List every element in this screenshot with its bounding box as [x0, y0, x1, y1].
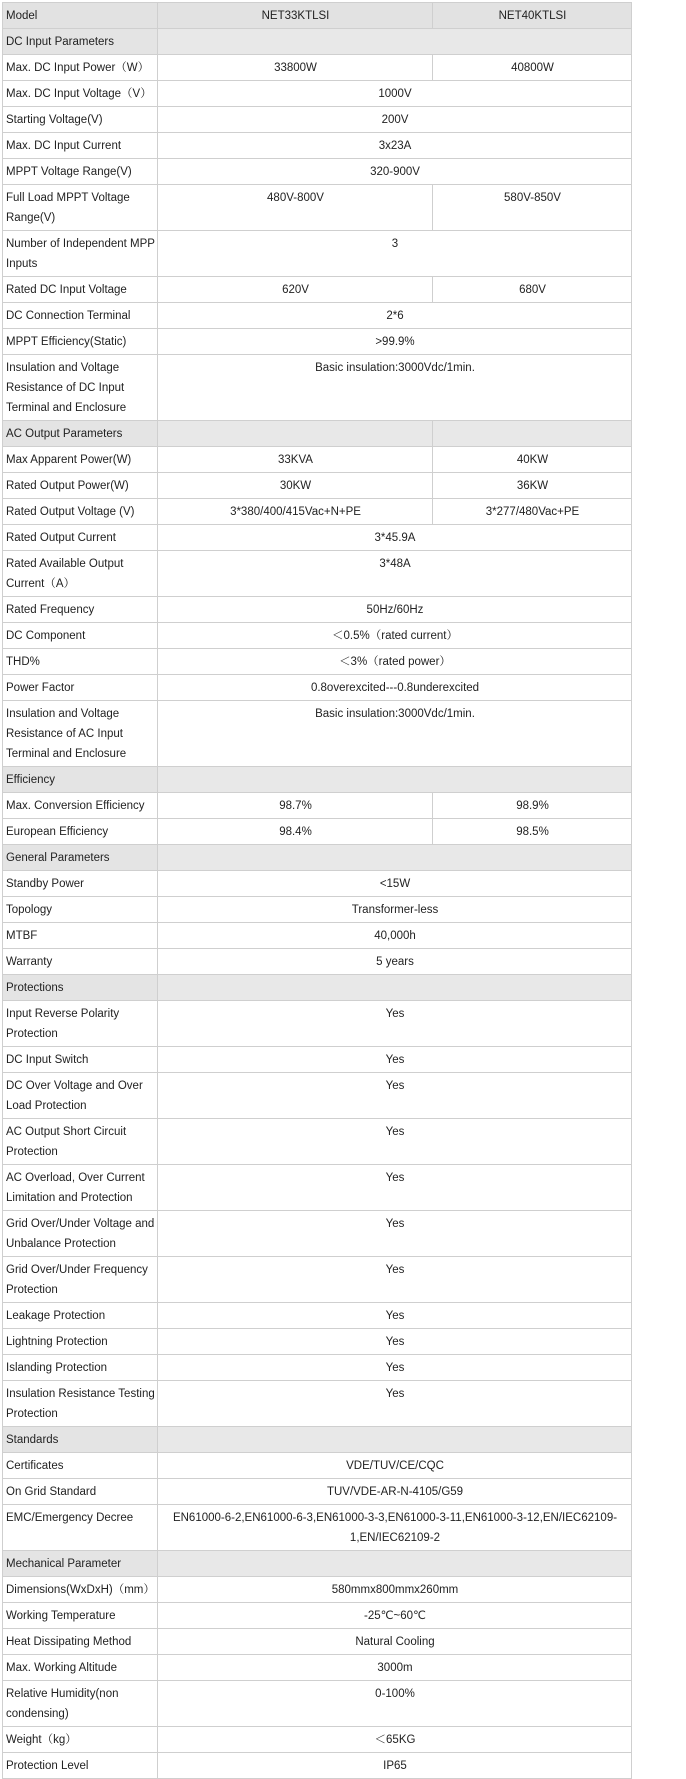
- spec-row: [3, 1655, 632, 1681]
- section-header-row: [3, 975, 632, 1001]
- spec-label: Dimensions(WxDxH)（mm）: [3, 1577, 158, 1603]
- spec-label: Rated Frequency: [3, 597, 158, 623]
- spec-row: [3, 551, 632, 597]
- spec-label: MTBF: [3, 923, 158, 949]
- spec-value: IP65: [158, 1753, 632, 1779]
- section-blank-cell: [158, 845, 632, 871]
- spec-row: [3, 329, 632, 355]
- spec-row: [3, 355, 632, 421]
- spec-label: Working Temperature: [3, 1603, 158, 1629]
- header-model-label: Model: [3, 3, 158, 29]
- spec-label: Protection Level: [3, 1753, 158, 1779]
- spec-value: 1000V: [158, 81, 632, 107]
- section-blank-cell: [158, 1551, 632, 1577]
- spec-row: [3, 819, 632, 845]
- spec-value: Yes: [158, 1355, 632, 1381]
- spec-value: 40800W: [433, 55, 632, 81]
- spec-value: Yes: [158, 1329, 632, 1355]
- spec-row: [3, 1073, 632, 1119]
- spec-row: [3, 949, 632, 975]
- spec-row: [3, 793, 632, 819]
- spec-row: [3, 1119, 632, 1165]
- section-blank-cell: [158, 767, 632, 793]
- spec-value: 0.8overexcited---0.8underexcited: [158, 675, 632, 701]
- spec-label: Power Factor: [3, 675, 158, 701]
- spec-label: Rated Output Current: [3, 525, 158, 551]
- spec-value: 480V-800V: [158, 185, 433, 231]
- spec-row: [3, 1047, 632, 1073]
- spec-table-body: [3, 3, 632, 1779]
- spec-value: Yes: [158, 1165, 632, 1211]
- spec-label: Rated Output Voltage (V): [3, 499, 158, 525]
- spec-value: <15W: [158, 871, 632, 897]
- spec-row: [3, 1001, 632, 1047]
- spec-value: EN61000-6-2,EN61000-6-3,EN61000-3-3,EN61000-3-11,EN61000-3-12,EN/IEC62109-1,EN/IEC62109-2: [158, 1505, 632, 1551]
- spec-value: 36KW: [433, 473, 632, 499]
- spec-row: [3, 1355, 632, 1381]
- spec-row: [3, 1479, 632, 1505]
- spec-label: Lightning Protection: [3, 1329, 158, 1355]
- spec-label: Leakage Protection: [3, 1303, 158, 1329]
- spec-label: Weight（kg）: [3, 1727, 158, 1753]
- spec-row: [3, 675, 632, 701]
- spec-value: ＜65KG: [158, 1727, 632, 1753]
- header-row: [3, 3, 632, 29]
- spec-label: Input Reverse Polarity Protection: [3, 1001, 158, 1047]
- section-header-row: [3, 845, 632, 871]
- section-header-row: [3, 1427, 632, 1453]
- spec-row: [3, 231, 632, 277]
- spec-value: 98.5%: [433, 819, 632, 845]
- spec-label: On Grid Standard: [3, 1479, 158, 1505]
- spec-row: [3, 107, 632, 133]
- spec-label: Islanding Protection: [3, 1355, 158, 1381]
- spec-label: Warranty: [3, 949, 158, 975]
- spec-row: [3, 1603, 632, 1629]
- spec-row: [3, 623, 632, 649]
- spec-value: 3*45.9A: [158, 525, 632, 551]
- spec-value: 3000m: [158, 1655, 632, 1681]
- spec-row: [3, 1505, 632, 1551]
- spec-value: Basic insulation:3000Vdc/1min.: [158, 701, 632, 767]
- spec-row: [3, 871, 632, 897]
- spec-label: Max. DC Input Power（W）: [3, 55, 158, 81]
- spec-value: 5 years: [158, 949, 632, 975]
- spec-label: Max Apparent Power(W): [3, 447, 158, 473]
- spec-label: Standby Power: [3, 871, 158, 897]
- section-title: General Parameters: [3, 845, 158, 871]
- spec-value: >99.9%: [158, 329, 632, 355]
- spec-row: [3, 277, 632, 303]
- section-title: AC Output Parameters: [3, 421, 158, 447]
- spec-row: [3, 1753, 632, 1779]
- spec-row: [3, 1727, 632, 1753]
- spec-label: Rated Available Output Current（A）: [3, 551, 158, 597]
- spec-value: 680V: [433, 277, 632, 303]
- spec-label: European Efficiency: [3, 819, 158, 845]
- spec-value: Yes: [158, 1001, 632, 1047]
- spec-row: [3, 159, 632, 185]
- spec-label: Full Load MPPT Voltage Range(V): [3, 185, 158, 231]
- spec-value: 620V: [158, 277, 433, 303]
- spec-value: Yes: [158, 1257, 632, 1303]
- spec-label: Number of Independent MPP Inputs: [3, 231, 158, 277]
- section-header-row: [3, 767, 632, 793]
- spec-value: 98.7%: [158, 793, 433, 819]
- spec-value: -25℃~60℃: [158, 1603, 632, 1629]
- header-model-b: NET40KTLSI: [433, 3, 632, 29]
- spec-row: [3, 1211, 632, 1257]
- spec-row: [3, 185, 632, 231]
- spec-value: Yes: [158, 1119, 632, 1165]
- spec-row: [3, 499, 632, 525]
- spec-row: [3, 897, 632, 923]
- spec-label: Max. DC Input Voltage（V）: [3, 81, 158, 107]
- spec-row: [3, 1453, 632, 1479]
- section-header-row: [3, 1551, 632, 1577]
- spec-value: Natural Cooling: [158, 1629, 632, 1655]
- spec-label: Starting Voltage(V): [3, 107, 158, 133]
- spec-label: MPPT Voltage Range(V): [3, 159, 158, 185]
- spec-row: [3, 1629, 632, 1655]
- spec-value: 200V: [158, 107, 632, 133]
- spec-value: Yes: [158, 1073, 632, 1119]
- spec-row: [3, 1381, 632, 1427]
- spec-value: 98.9%: [433, 793, 632, 819]
- spec-label: MPPT Efficiency(Static): [3, 329, 158, 355]
- spec-label: Topology: [3, 897, 158, 923]
- spec-label: AC Overload, Over Current Limitation and Protection: [3, 1165, 158, 1211]
- section-blank-cell: [158, 1427, 632, 1453]
- spec-row: [3, 597, 632, 623]
- spec-value: ＜0.5%（rated current）: [158, 623, 632, 649]
- spec-label: Insulation and Voltage Resistance of DC Input Terminal and Enclosure: [3, 355, 158, 421]
- spec-row: [3, 1681, 632, 1727]
- spec-row: [3, 649, 632, 675]
- spec-value: Transformer-less: [158, 897, 632, 923]
- spec-value: 50Hz/60Hz: [158, 597, 632, 623]
- section-title: Standards: [3, 1427, 158, 1453]
- spec-value: 320-900V: [158, 159, 632, 185]
- spec-row: [3, 133, 632, 159]
- section-blank-cell: [433, 421, 632, 447]
- spec-label: Max. Working Altitude: [3, 1655, 158, 1681]
- section-blank-cell: [158, 975, 632, 1001]
- spec-value: VDE/TUV/CE/CQC: [158, 1453, 632, 1479]
- spec-value: Basic insulation:3000Vdc/1min.: [158, 355, 632, 421]
- spec-label: DC Input Switch: [3, 1047, 158, 1073]
- spec-label: Insulation Resistance Testing Protection: [3, 1381, 158, 1427]
- spec-value: 40KW: [433, 447, 632, 473]
- spec-label: Max. DC Input Current: [3, 133, 158, 159]
- spec-value: 2*6: [158, 303, 632, 329]
- spec-label: Certificates: [3, 1453, 158, 1479]
- spec-table: [2, 2, 632, 1779]
- spec-label: Rated DC Input Voltage: [3, 277, 158, 303]
- spec-row: [3, 1577, 632, 1603]
- spec-value: ＜3%（rated power）: [158, 649, 632, 675]
- spec-value: Yes: [158, 1303, 632, 1329]
- spec-row: [3, 447, 632, 473]
- spec-row: [3, 1165, 632, 1211]
- spec-row: [3, 1329, 632, 1355]
- spec-value: 3*277/480Vac+PE: [433, 499, 632, 525]
- spec-label: AC Output Short Circuit Protection: [3, 1119, 158, 1165]
- spec-value: 0-100%: [158, 1681, 632, 1727]
- spec-row: [3, 701, 632, 767]
- spec-label: Relative Humidity(non condensing): [3, 1681, 158, 1727]
- spec-value: 3: [158, 231, 632, 277]
- spec-value: 98.4%: [158, 819, 433, 845]
- spec-label: Grid Over/Under Voltage and Unbalance Protection: [3, 1211, 158, 1257]
- spec-value: 3x23A: [158, 133, 632, 159]
- spec-value: Yes: [158, 1047, 632, 1073]
- spec-row: [3, 1257, 632, 1303]
- section-title: Mechanical Parameter: [3, 1551, 158, 1577]
- spec-label: Rated Output Power(W): [3, 473, 158, 499]
- section-header-row: [3, 421, 632, 447]
- section-title: Efficiency: [3, 767, 158, 793]
- spec-label: EMC/Emergency Decree: [3, 1505, 158, 1551]
- spec-label: DC Over Voltage and Over Load Protection: [3, 1073, 158, 1119]
- spec-value: 40,000h: [158, 923, 632, 949]
- spec-label: Heat Dissipating Method: [3, 1629, 158, 1655]
- spec-value: 3*48A: [158, 551, 632, 597]
- spec-label: Insulation and Voltage Resistance of AC Input Terminal and Enclosure: [3, 701, 158, 767]
- spec-value: 580V-850V: [433, 185, 632, 231]
- spec-value: Yes: [158, 1211, 632, 1257]
- spec-value: 580mmx800mmx260mm: [158, 1577, 632, 1603]
- spec-value: Yes: [158, 1381, 632, 1427]
- section-title: DC Input Parameters: [3, 29, 158, 55]
- header-model-a: NET33KTLSI: [158, 3, 433, 29]
- spec-row: [3, 1303, 632, 1329]
- spec-row: [3, 55, 632, 81]
- section-title: Protections: [3, 975, 158, 1001]
- spec-row: [3, 923, 632, 949]
- spec-row: [3, 81, 632, 107]
- spec-value: 30KW: [158, 473, 433, 499]
- spec-row: [3, 303, 632, 329]
- spec-label: DC Component: [3, 623, 158, 649]
- spec-row: [3, 525, 632, 551]
- spec-value: 33KVA: [158, 447, 433, 473]
- spec-label: Max. Conversion Efficiency: [3, 793, 158, 819]
- spec-label: Grid Over/Under Frequency Protection: [3, 1257, 158, 1303]
- spec-row: [3, 473, 632, 499]
- spec-label: THD%: [3, 649, 158, 675]
- spec-value: 3*380/400/415Vac+N+PE: [158, 499, 433, 525]
- spec-value: TUV/VDE-AR-N-4105/G59: [158, 1479, 632, 1505]
- section-header-row: [3, 29, 632, 55]
- spec-value: 33800W: [158, 55, 433, 81]
- section-blank-cell: [158, 29, 632, 55]
- section-blank-cell: [158, 421, 433, 447]
- spec-label: DC Connection Terminal: [3, 303, 158, 329]
